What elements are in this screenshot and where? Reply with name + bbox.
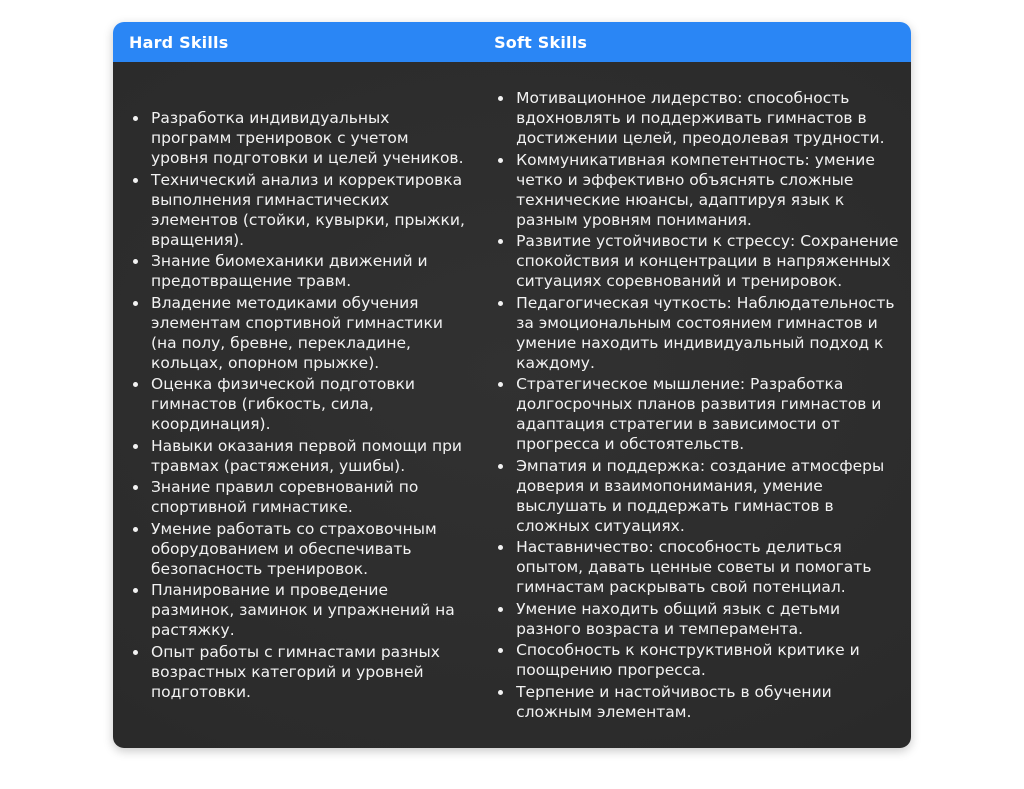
skill-item: • Умение находить общий язык с детьми разного возраста и темперамента. (514, 599, 903, 639)
skill-item: • Эмпатия и поддержка: создание атмосферы доверия и взаимопонимания, умение выслушать и поддержать гимнастов в сложных ситуациях. (514, 456, 903, 536)
skill-item: • Опыт работы с гимнастами разных возрастных категорий и уровней подготовки. (149, 642, 470, 702)
skill-item: • Оценка физической подготовки гимнастов (гибкость, сила, координация). (149, 374, 470, 434)
soft-skills-header: Soft Skills (494, 32, 588, 52)
hard-skills-column (113, 62, 478, 748)
skill-item: • Способность к конструктивной критике и поощрению прогресса. (514, 640, 903, 680)
hard-skills-header: Hard Skills (129, 32, 229, 52)
skill-item: • Планирование и проведение разминок, заминок и упражнений на растяжку. (149, 580, 470, 640)
skill-item: • Разработка индивидуальных программ тренировок с учетом уровня подготовки и целей учеников. (149, 108, 470, 168)
skill-item: • Педагогическая чуткость: Наблюдательность за эмоциональным состоянием гимнастов и умение находить индивидуальный подход к каждому. (514, 293, 903, 373)
skill-item: • Умение работать со страховочным оборудованием и обеспечивать безопасность тренировок. (149, 519, 470, 579)
skill-item: • Терпение и настойчивость в обучении сложным элементам. (514, 682, 903, 722)
skills-card (113, 22, 911, 748)
skill-item: • Владение методиками обучения элементам спортивной гимнастики (на полу, бревне, перекладине, кольцах, опорном прыжке). (149, 293, 470, 373)
skill-item: • Стратегическое мышление: Разработка долгосрочных планов развития гимнастов и адаптация стратегии в зависимости от прогресса и обстоятельств. (514, 374, 903, 454)
soft-skills-column (478, 62, 911, 748)
skill-item: • Технический анализ и корректировка выполнения гимнастических элементов (стойки, кувырки, прыжки, вращения). (149, 170, 470, 250)
skill-item: • Мотивационное лидерство: способность вдохновлять и поддерживать гимнастов в достижении целей, преодолевая трудности. (514, 88, 903, 148)
soft-skills-list (497, 87, 903, 724)
skill-item: • Знание биомеханики движений и предотвращение травм. (149, 251, 470, 291)
skill-item: • Наставничество: способность делиться опытом, давать ценные советы и помогать гимнастам раскрывать свой потенциал. (514, 537, 903, 597)
skill-item: • Коммуникативная компетентность: умение четко и эффективно объяснять сложные технические нюансы, адаптируя язык к разным уровням понимания. (514, 150, 903, 230)
skill-item: • Развитие устойчивости к стрессу: Сохранение спокойствия и концентрации в напряженных ситуациях соревнований и тренировок. (514, 231, 903, 291)
card-body (113, 62, 911, 748)
hard-skills-list (132, 107, 470, 704)
card-header (113, 22, 911, 62)
skill-item: • Знание правил соревнований по спортивной гимнастике. (149, 477, 470, 517)
skill-item: • Навыки оказания первой помощи при травмах (растяжения, ушибы). (149, 436, 470, 476)
